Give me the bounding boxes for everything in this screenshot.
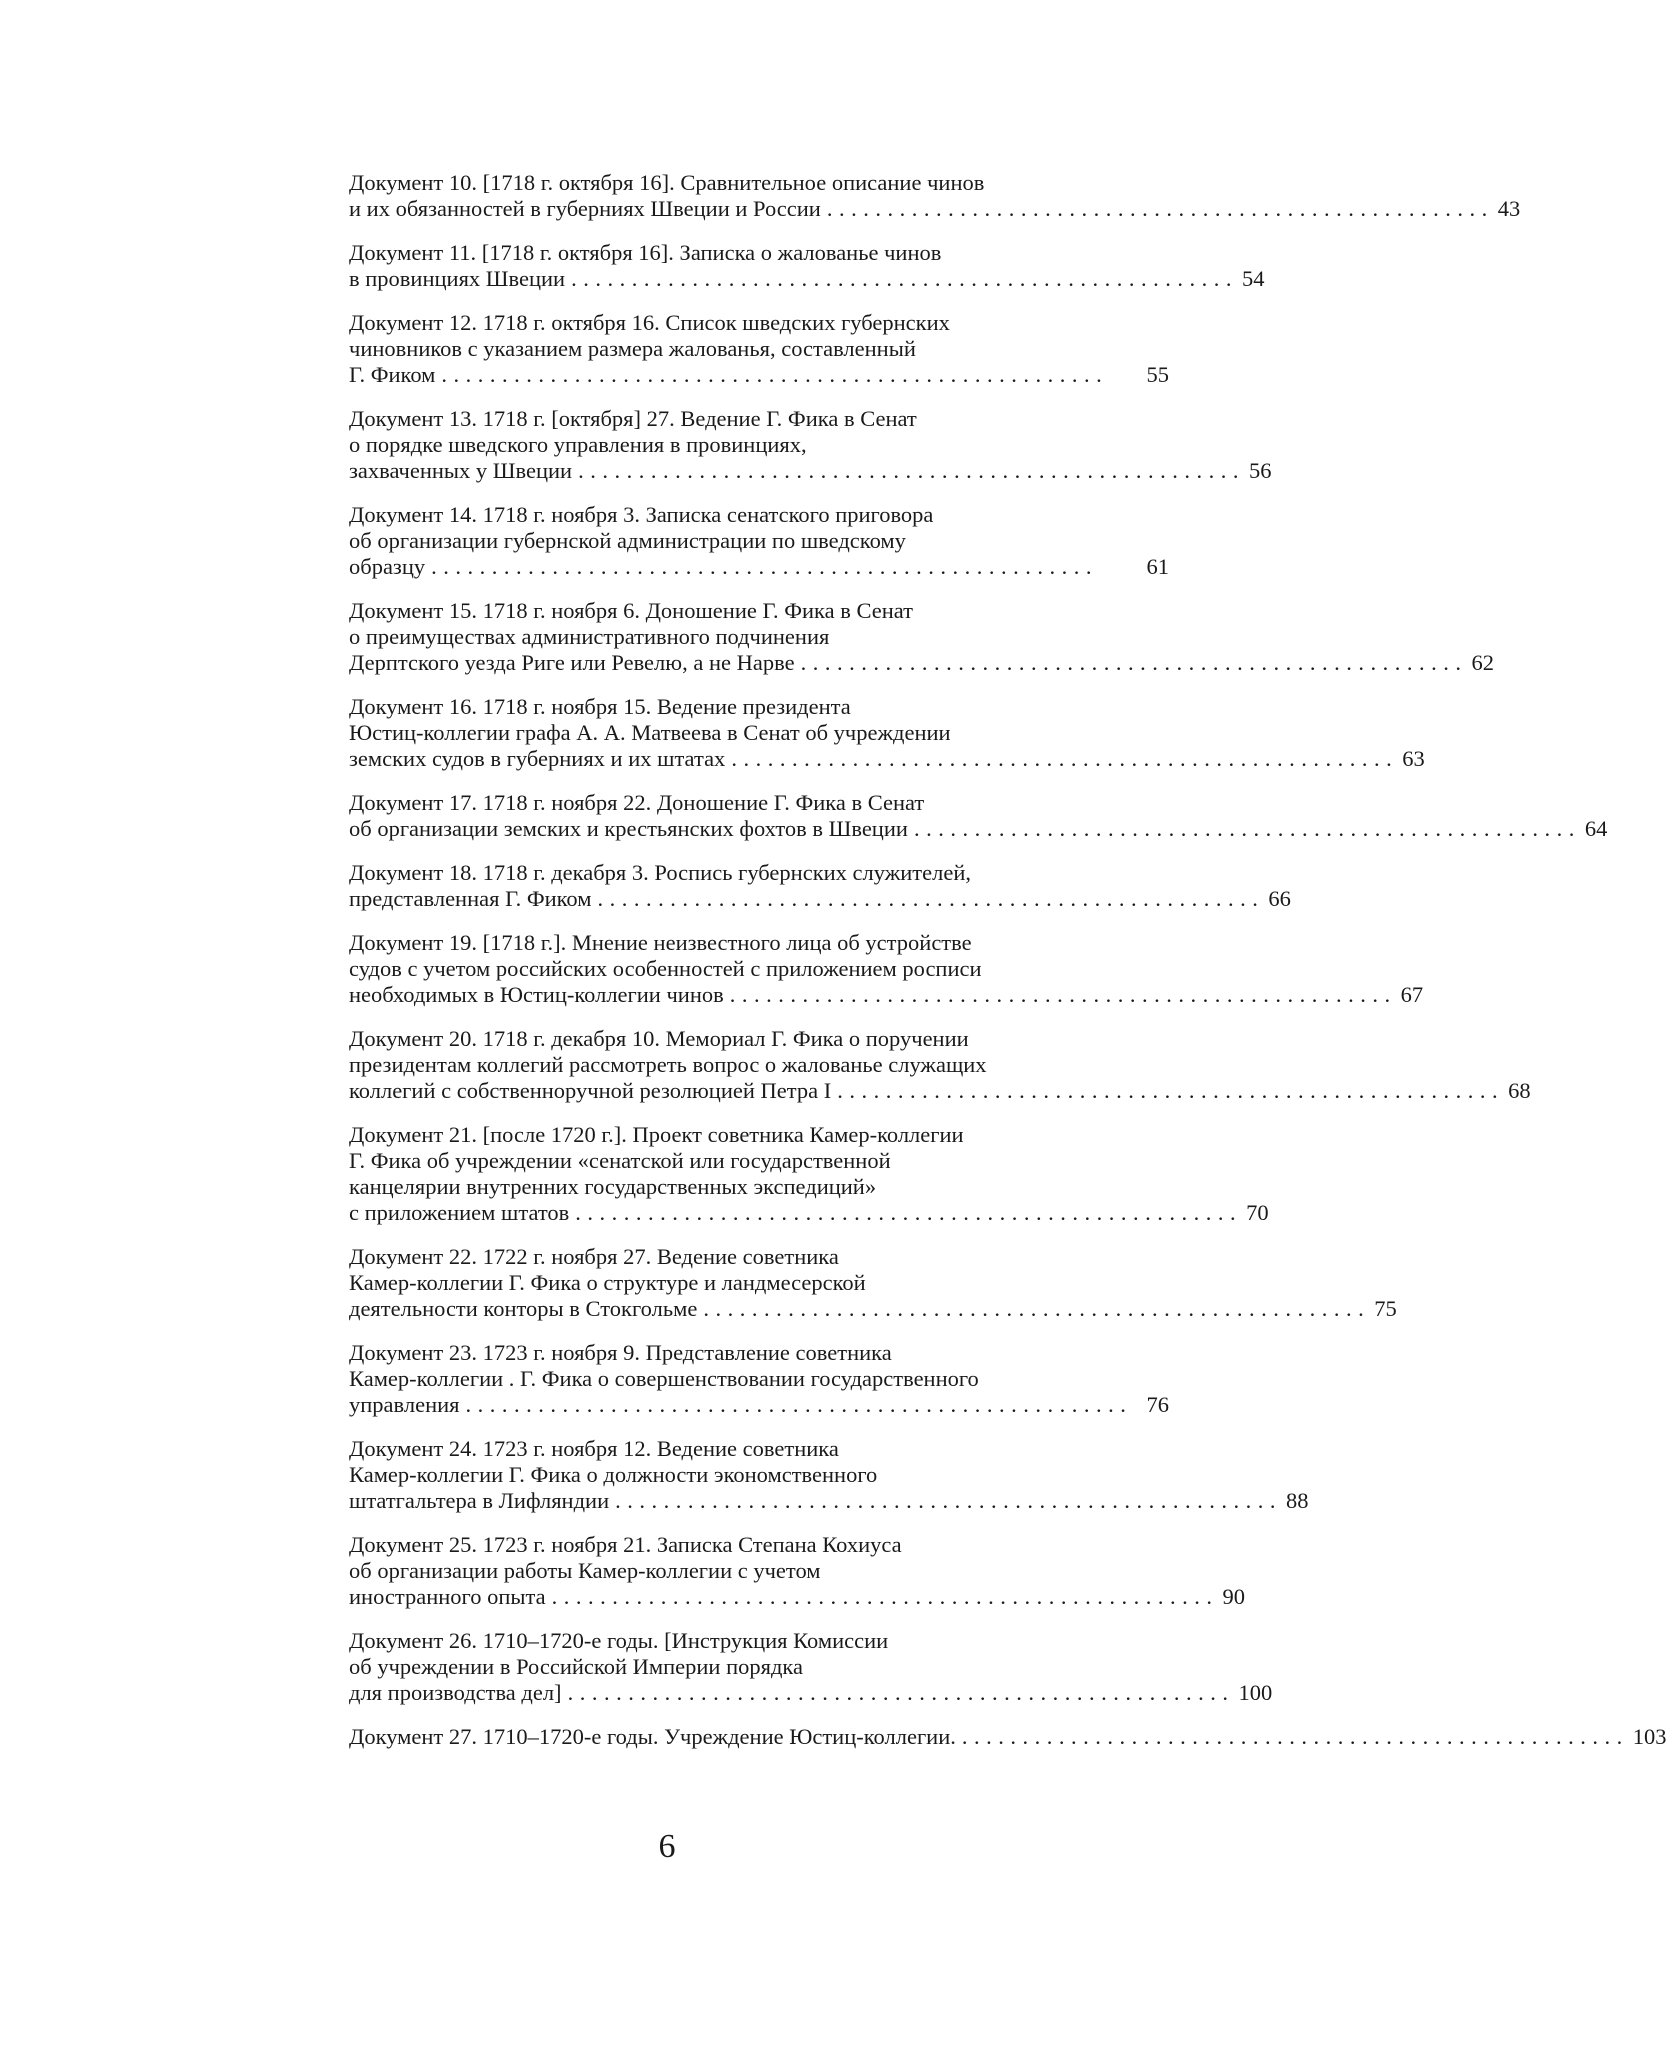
toc-entry (349, 170, 1521, 222)
toc-entry-line: Документ 22. 1722 г. ноября 27. Ведение советника (349, 1244, 839, 1269)
toc-entry-last-line (349, 1488, 1309, 1514)
dot-leader: ....................................................... (729, 982, 1397, 1007)
toc-entry-last-line (349, 362, 1169, 388)
toc-entry-line: Камер-коллегии Г. Фика о структуре и ландмесерской (349, 1270, 866, 1295)
toc-entry-line: с приложением штатов (349, 1200, 570, 1225)
toc-entry-line: Г. Фика об учреждении «сенатской или государственной (349, 1148, 891, 1173)
toc-entry (349, 1026, 1531, 1104)
dot-leader: ....................................................... (441, 362, 1109, 387)
toc-entry-line: канцелярии внутренних государственных экспедиций» (349, 1174, 877, 1199)
toc-entry-line: земских судов в губерниях и их штатах (349, 746, 726, 771)
dot-leader: ....................................................... (800, 650, 1468, 675)
toc-entry-page: 75 (1374, 1296, 1397, 1321)
toc-entry (349, 1628, 1273, 1706)
toc-entry-line: образцу (349, 554, 426, 579)
dot-leader: ....................................................... (465, 1392, 1133, 1417)
toc-entry-line: представленная Г. Фиком (349, 886, 592, 911)
toc-entry-line: Документ 24. 1723 г. ноября 12. Ведение советника (349, 1436, 839, 1461)
dot-leader: ....................................................... (597, 886, 1265, 911)
toc-entry-line: Юстиц-коллегии графа А. А. Матвеева в Сенат об учреждении (349, 720, 951, 745)
toc-entry-line: Документ 25. 1723 г. ноября 21. Записка Степана Кохиуса (349, 1532, 902, 1557)
toc-entry-last-line (349, 1724, 1667, 1750)
toc-entry-line: захваченных у Швеции (349, 458, 573, 483)
toc-entry-line: Документ 21. [после 1720 г.]. Проект советника Камер-коллегии (349, 1122, 964, 1147)
dot-leader: ....................................................... (837, 1078, 1505, 1103)
toc-entry-last-line (349, 650, 1494, 676)
dot-leader: ....................................................... (826, 196, 1494, 221)
toc-entry-page: 67 (1400, 982, 1424, 1007)
toc-entry-line: Документ 15. 1718 г. ноября 6. Доношение Г. Фика в Сенат (349, 598, 914, 623)
toc-entry-line: Документ 18. 1718 г. декабря 3. Роспись губернских служителей, (349, 860, 971, 885)
table-of-contents (349, 170, 1667, 1768)
toc-entry-line: и их обязанностей в губерниях Швеции и России (349, 196, 821, 221)
toc-entry-page: 54 (1241, 266, 1265, 291)
dot-leader: ....................................................... (731, 746, 1399, 771)
toc-entry (349, 1436, 1309, 1514)
dot-leader: ....................................................... (578, 458, 1245, 483)
toc-entry (349, 1724, 1667, 1750)
toc-entry-page: 56 (1248, 458, 1272, 483)
toc-entry-last-line (349, 458, 1272, 484)
toc-entry-last-line (349, 1200, 1269, 1226)
toc-entry-last-line (349, 1296, 1397, 1322)
toc-entry-line: Камер-коллегии Г. Фика о должности экономственного (349, 1462, 878, 1487)
dot-leader: ....................................................... (431, 554, 1098, 579)
toc-entry-page: 103 (1632, 1724, 1667, 1749)
toc-entry-page: 90 (1222, 1584, 1245, 1609)
toc-entry-line: деятельности конторы в Стокгольме (349, 1296, 698, 1321)
toc-entry-line: судов с учетом российских особенностей с приложением росписи (349, 956, 982, 981)
toc-entry-page: 61 (1146, 554, 1169, 579)
toc-entry (349, 1340, 1169, 1418)
toc-entry (349, 240, 1265, 292)
toc-entry-page: 66 (1268, 886, 1291, 911)
toc-entry-page: 55 (1146, 362, 1169, 387)
toc-entry-line: управления (349, 1392, 460, 1417)
toc-entry (349, 930, 1424, 1008)
toc-entry (349, 406, 1272, 484)
toc-entry-page: 62 (1471, 650, 1494, 675)
dot-leader: ....................................................... (575, 1200, 1243, 1225)
toc-entry-line: коллегий с собственноручной резолюцией Петра I (349, 1078, 832, 1103)
toc-entry-line: о преимуществах административного подчинения (349, 624, 830, 649)
toc-entry-line: об учреждении в Российской Империи порядка (349, 1654, 803, 1679)
toc-entry-line: иностранного опыта (349, 1584, 546, 1609)
toc-entry-page: 100 (1238, 1680, 1273, 1705)
toc-entry-line: чиновников с указанием размера жалованья, составленный (349, 336, 916, 361)
toc-entry-line: Камер-коллегии . Г. Фика о совершенствовании государственного (349, 1366, 979, 1391)
toc-entry-line: Документ 10. [1718 г. октября 16]. Сравнительное описание чинов (349, 170, 985, 195)
toc-entry-line: Документ 17. 1718 г. ноября 22. Доношение Г. Фика в Сенат (349, 790, 925, 815)
toc-entry-line: об организации работы Камер-коллегии с учетом (349, 1558, 821, 1583)
dot-leader: ....................................................... (615, 1488, 1282, 1513)
toc-entry (349, 1122, 1269, 1226)
toc-entry-page: 88 (1286, 1488, 1309, 1513)
toc-entry-line: Документ 27. 1710–1720-е годы. Учреждение Юстиц-коллегии. (349, 1724, 956, 1749)
toc-entry-line: для производства дел] (349, 1680, 562, 1705)
toc-entry-line: Документ 19. [1718 г.]. Мнение неизвестного лица об устройстве (349, 930, 972, 955)
toc-entry-last-line (349, 746, 1425, 772)
toc-entry-line: Документ 11. [1718 г. октября 16]. Записка о жалованье чинов (349, 240, 942, 265)
toc-entry-line: об организации губернской администрации по шведскому (349, 528, 906, 553)
toc-entry (349, 694, 1425, 772)
toc-entry-line: Документ 13. 1718 г. [октября] 27. Ведение Г. Фика в Сенат (349, 406, 917, 431)
toc-entry-line: об организации земских и крестьянских фохтов в Швеции (349, 816, 908, 841)
toc-entry (349, 1244, 1397, 1322)
dot-leader: ....................................................... (703, 1296, 1371, 1321)
dot-leader: ....................................................... (567, 1680, 1235, 1705)
toc-entry-page: 68 (1508, 1078, 1531, 1103)
toc-entry-last-line (349, 816, 1608, 842)
toc-entry-line: необходимых в Юстиц-коллегии чинов (349, 982, 724, 1007)
toc-entry-last-line (349, 196, 1521, 222)
toc-entry-line: о порядке шведского управления в провинциях, (349, 432, 807, 457)
toc-entry-line: штатгальтера в Лифляндии (349, 1488, 610, 1513)
toc-entry-page: 43 (1497, 196, 1521, 221)
dot-leader: ....................................................... (551, 1584, 1219, 1609)
toc-entry (349, 860, 1291, 912)
toc-entry (349, 1532, 1245, 1610)
page-number: 6 (658, 1828, 676, 1865)
toc-entry-line: Документ 26. 1710–1720-е годы. [Инструкция Комиссии (349, 1628, 889, 1653)
toc-entry-page: 64 (1584, 816, 1608, 841)
toc-entry-last-line (349, 982, 1424, 1008)
toc-entry-page: 63 (1402, 746, 1425, 771)
dot-leader: ....................................................... (961, 1724, 1629, 1749)
toc-entry-line: Г. Фиком (349, 362, 436, 387)
toc-entry-page: 70 (1246, 1200, 1269, 1225)
toc-entry-last-line (349, 1392, 1169, 1418)
dot-leader: ....................................................... (913, 816, 1581, 841)
toc-entry-line: Документ 16. 1718 г. ноября 15. Ведение президента (349, 694, 851, 719)
toc-entry-line: Документ 20. 1718 г. декабря 10. Мемориал Г. Фика о поручении (349, 1026, 969, 1051)
toc-entry-last-line (349, 1584, 1245, 1610)
toc-entry-last-line (349, 886, 1291, 912)
dot-leader: ....................................................... (571, 266, 1238, 291)
toc-entry (349, 502, 1169, 580)
toc-entry (349, 790, 1608, 842)
toc-entry-line: президентам коллегий рассмотреть вопрос о жалованье служащих (349, 1052, 987, 1077)
toc-entry-last-line (349, 266, 1265, 292)
toc-entry-last-line (349, 1680, 1273, 1706)
toc-entry-line: Дерптского уезда Риге или Ревелю, а не Нарве (349, 650, 795, 675)
toc-entry-line: Документ 23. 1723 г. ноября 9. Представление советника (349, 1340, 892, 1365)
toc-entry-line: в провинциях Швеции (349, 266, 566, 291)
toc-entry (349, 598, 1494, 676)
toc-entry-line: Документ 14. 1718 г. ноября 3. Записка сенатского приговора (349, 502, 934, 527)
toc-entry-line: Документ 12. 1718 г. октября 16. Список шведских губернских (349, 310, 950, 335)
toc-entry-last-line (349, 1078, 1531, 1104)
toc-entry (349, 310, 1169, 388)
toc-entry-last-line (349, 554, 1169, 580)
toc-entry-page: 76 (1146, 1392, 1169, 1417)
